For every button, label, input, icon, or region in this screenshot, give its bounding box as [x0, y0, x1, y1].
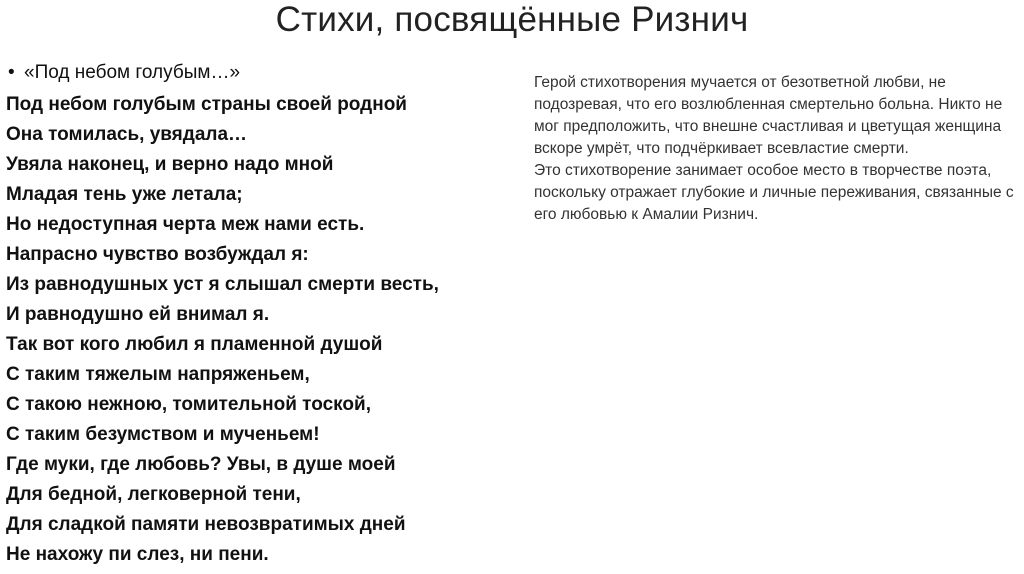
slide-title: Стихи, посвящённые Ризнич [275, 0, 749, 39]
poem-line: С таким тяжелым напряженьем, [6, 364, 310, 385]
poem-line: Она томилась, увядала… [6, 124, 248, 145]
poem-line: С таким безумством и мученьем! [6, 424, 320, 445]
commentary-paragraph-2: Это стихотворение занимает особое место в творчестве поэта, поскольку отражает глубокие и личные переживания, связанные с его любовью к Амалии Ризнич. [534, 162, 1014, 223]
poem-line: Младая тень уже летала; [6, 184, 243, 205]
poem-lines [6, 90, 506, 570]
poem-line: Где муки, где любовь? Увы, в душе моей [6, 454, 396, 475]
poem-line: И равнодушно ей внимал я. [6, 304, 270, 325]
poem-block [6, 62, 506, 570]
commentary-paragraph-1: Герой стихотворения мучается от безответной любви, не подозревая, что его возлюбленная смертельно больна. Никто не мог предположить, что внешне счастливая и цветущая женщина вскоре умрёт, что подчёркивает всевластие смерти. [534, 74, 1003, 157]
poem-heading [6, 62, 506, 84]
bullet-icon: • [8, 62, 15, 83]
poem-line: Из равнодушных уст я слышал смерти весть, [6, 274, 439, 295]
poem-line: Так вот кого любил я пламенной душой [6, 334, 383, 355]
poem-line: Но недоступная черта меж нами есть. [6, 214, 365, 235]
commentary-text [534, 72, 1019, 226]
poem-line: Для бедной, легковерной тени, [6, 484, 301, 505]
poem-line: Под небом голубым страны своей родной [6, 94, 407, 115]
poem-line: Напрасно чувство возбуждал я: [6, 244, 309, 265]
poem-line: Не нахожу пи слез, ни пени. [6, 544, 269, 565]
poem-line: С такою нежною, томительной тоской, [6, 394, 371, 415]
poem-line: Для сладкой памяти невозвратимых дней [6, 514, 406, 535]
poem-heading-text: «Под небом голубым…» [24, 62, 241, 83]
poem-line: Увяла наконец, и верно надо мной [6, 154, 334, 175]
